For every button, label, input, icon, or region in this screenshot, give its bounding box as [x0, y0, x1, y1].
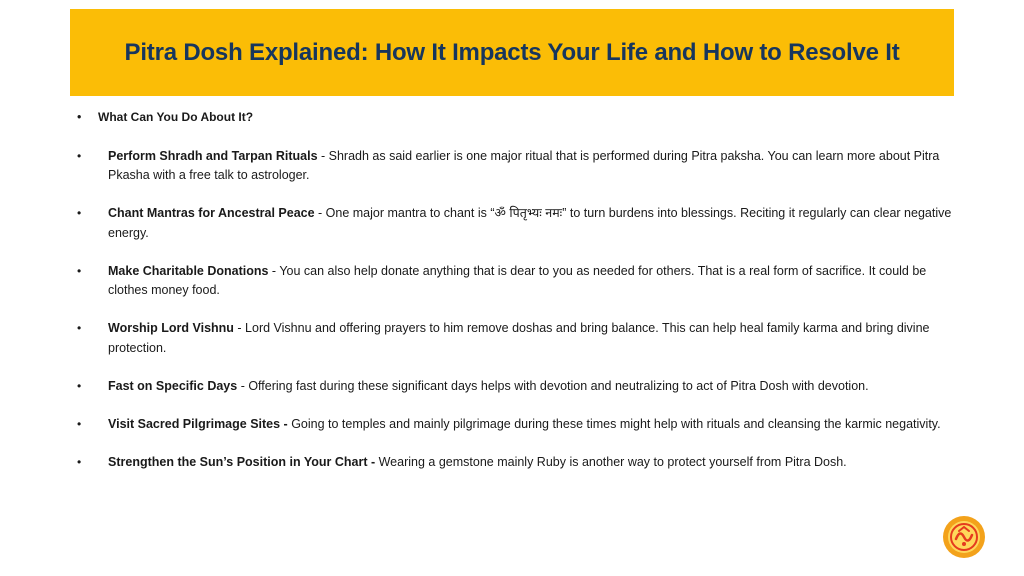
list-item-body — [108, 262, 956, 301]
brand-logo-icon — [942, 515, 986, 559]
list-item-text: - Shradh as said earlier is one major ritual that is performed during Pitra paksha. You can learn more about Pitra Pkasha with a free talk to astrologer. — [108, 148, 940, 182]
list-item-body — [108, 319, 956, 358]
list-item-heading: Strengthen the Sun’s Position in Your Chart - — [108, 454, 376, 469]
list-item-text: - Offering fast during these significant days helps with devotion and neutralizing to act of Pitra Dosh with devotion. — [237, 378, 869, 393]
list-item — [76, 415, 956, 435]
list-item-heading: Worship Lord Vishnu — [108, 321, 234, 335]
list-item — [76, 453, 956, 473]
intro-heading: What Can You Do About It? — [98, 110, 254, 124]
list-item-body — [108, 204, 956, 243]
page-title: Pitra Dosh Explained: How It Impacts Your Life and How to Resolve It — [124, 38, 900, 66]
bullet-icon: • — [77, 378, 82, 393]
list-item-text: - Lord Vishnu and offering prayers to him remove doshas and bring balance. This can help heal family karma and bring divine protection. — [108, 321, 930, 355]
list-item — [76, 262, 956, 301]
list-item-heading: Visit Sacred Pilgrimage Sites - — [108, 416, 288, 431]
bullet-icon: • — [77, 454, 82, 469]
bullet-icon: • — [77, 416, 82, 431]
list-item-body — [108, 377, 956, 397]
list-item-text: - You can also help donate anything that is dear to you as needed for others. That is a real form of sacrifice. It could be clothes money food. — [108, 263, 927, 297]
bullet-icon: • — [77, 321, 82, 335]
content-list — [76, 108, 956, 491]
list-item-body — [108, 453, 956, 473]
list-item-body — [108, 147, 956, 186]
list-item — [76, 147, 956, 186]
list-item — [76, 319, 956, 358]
bullet-icon: • — [77, 110, 82, 124]
list-item-text: Going to temples and mainly pilgrimage during these times might help with rituals and cleansing the karmic negativity. — [287, 416, 941, 431]
bullet-icon: • — [77, 148, 82, 163]
list-item — [76, 377, 956, 397]
list-item-heading: Make Charitable Donations — [108, 263, 269, 278]
list-item — [76, 204, 956, 243]
bullet-icon: • — [77, 206, 82, 220]
bullet-icon: • — [77, 263, 82, 278]
intro-row — [76, 108, 956, 128]
list-item-text: Wearing a gemstone mainly Ruby is another way to protect yourself from Pitra Dosh. — [375, 454, 847, 469]
list-item-heading: Perform Shradh and Tarpan Rituals — [108, 148, 318, 163]
list-item-body — [108, 415, 956, 435]
list-item-text: - One major mantra to chant is “ॐ पितृभ्यः नमः” to turn burdens into blessings. Reciting it regularly can clear negative energy. — [108, 206, 952, 240]
title-banner — [70, 9, 954, 96]
list-item-heading: Fast on Specific Days — [108, 378, 238, 393]
list-item-heading: Chant Mantras for Ancestral Peace — [108, 206, 315, 220]
